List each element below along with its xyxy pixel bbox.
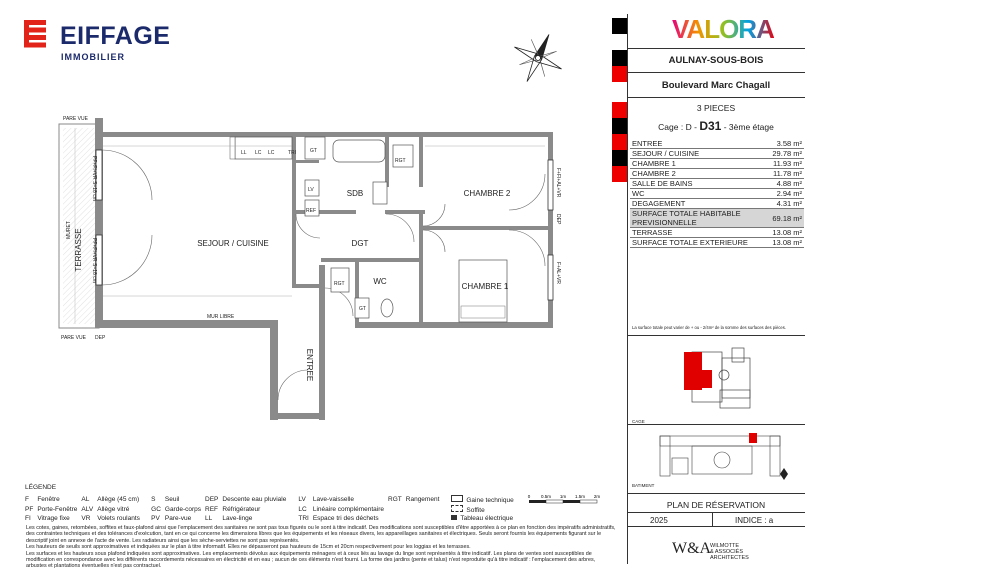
table-row: SEJOUR / CUISINE 29.78 m² [632, 149, 802, 158]
dgt-label: DGT [351, 239, 369, 248]
ref-label: REF [306, 208, 316, 214]
valora-name: VALORA [672, 14, 774, 44]
compass-rose-icon [508, 28, 568, 88]
scale-bar [525, 492, 605, 512]
table-row: WC 2.94 m² [632, 189, 802, 198]
dep-bottom-label: DEP [95, 335, 106, 341]
surface-table [630, 139, 804, 248]
architect-name: WILMOTTE & ASSOCIÉS ARCHITECTES [710, 543, 749, 561]
panel-tab-5 [612, 118, 627, 134]
total-habitable-row: SURFACE TOTALE HABITABLE PREVISIONNELLE 69.18 m² [632, 209, 802, 227]
panel-tab-6 [612, 134, 627, 150]
footer-title: PLAN DE RÉSERVATION [666, 500, 766, 510]
floor-plan [55, 110, 600, 430]
ll-label: LL [241, 150, 247, 156]
eiffage-logo-icon [24, 20, 54, 48]
panel-tab-3 [612, 66, 627, 82]
tri-label: TRI [288, 150, 297, 156]
project-street: Boulevard Marc Chagall [661, 80, 771, 91]
rgt1-label: RGT [395, 158, 406, 164]
legend-table [25, 495, 518, 523]
legend [25, 484, 518, 523]
electric-panel-icon [451, 515, 457, 520]
panel-tab-2 [612, 50, 627, 66]
legend-row: FI Vitrage fixe VR Volets roulants PV Pare-vue LL Lave-linge TRI Espace tri des déchets Tableau électrique [25, 515, 514, 522]
cage-value: D [685, 122, 692, 132]
gt2-label: GT [359, 306, 366, 312]
pf-top-label: PF+FI+VR S=18 cm [91, 156, 97, 201]
scale-tick: 2m [593, 494, 601, 499]
footer-index: INDICE : a [735, 516, 774, 525]
footer-year: 2025 [650, 516, 668, 525]
fal-bottom-label: F+AL+VR [555, 262, 561, 284]
table-row: CHAMBRE 2 11.78 m² [632, 169, 802, 178]
table-row: SURFACE TOTALE EXTERIEURE 13.08 m² [632, 238, 802, 247]
architect-mark: W&A [672, 540, 712, 557]
unit-cage-line: Cage : D - D31 - 3ème étage [658, 119, 774, 133]
soffite-icon [451, 505, 463, 512]
scale-tick: 1m [559, 494, 567, 499]
muret-label: MURET [66, 221, 72, 239]
valora-logo [672, 14, 774, 44]
keyplan-cage [632, 340, 802, 420]
pf-bottom-label: PF+FI+VR S=18 cm [91, 238, 97, 283]
fal-top-label: F+FI+AL+VR [555, 168, 561, 198]
mur-libre-label: MUR LIBRE [207, 314, 235, 320]
panel-tab-4 [612, 102, 627, 118]
legend-row: PF Porte-Fenêtre ALV Allège vitré GC Garde-corps REF Réfrigérateur LC Linéaire complémentaire Soffite [25, 506, 485, 514]
sejour-label: SEJOUR / CUISINE [197, 239, 269, 248]
lv-label: LV [308, 187, 314, 193]
lot-number: D31 [699, 119, 722, 133]
table-row: SALLE DE BAINS 4.88 m² [632, 179, 802, 188]
rgt2-label: RGT [334, 281, 345, 287]
lc2-label: LC [268, 150, 275, 156]
project-city: AULNAY-SOUS-BOIS [668, 55, 764, 66]
note-2: Les hauteurs de seuils sont approximatives et indiquées sur le plan à titre informatif. Elles ne dépasseront pas hauteurs de 15cm et 20cm respectivement pour les loggias et les terrasses. [26, 544, 471, 551]
table-row: CHAMBRE 1 11.93 m² [632, 159, 802, 168]
scale-tick: 0.5m [540, 494, 552, 499]
table-row: TERRASSE 13.08 m² [632, 228, 802, 237]
entree-label: ENTREE [305, 348, 314, 382]
gt1-label: GT [310, 148, 317, 154]
panel-tab-8 [612, 166, 627, 182]
keyplan-building [632, 428, 802, 483]
keyplan-cage-label: CAGE [632, 419, 645, 424]
table-row: DEGAGEMENT 4.31 m² [632, 199, 802, 208]
legal-notes [26, 525, 616, 570]
legend-row: F Fenêtre AL Allège (45 cm) S Seuil DEP Descente eau pluviale LV Lave-vaisselle RGT Rangement Gaine technique [25, 496, 514, 504]
chambre1-label: CHAMBRE 1 [461, 282, 509, 291]
floor-value: 3ème étage [728, 122, 774, 132]
panel-tab-1 [612, 18, 627, 34]
surface-note: La surface totale peut varier de + ou - 2/4m² de la somme des surfaces des pièces. [632, 325, 786, 330]
gaine-icon [451, 495, 463, 502]
chambre2-label: CHAMBRE 2 [463, 189, 511, 198]
eiffage-name: EIFFAGE [60, 22, 171, 50]
sdb-label: SDB [346, 189, 364, 198]
scale-tick: 1.5m [574, 494, 586, 499]
eiffage-subtitle: IMMOBILIER [61, 52, 125, 62]
dep-right-label: DEP [555, 214, 561, 225]
note-3: Les surfaces et les hauteurs sous plafond indiquées sont approximatives. Les emplacements dévolus aux équipements ménagers et à ceux liés au lavage du linge sont représentés à titre indicatif. Les plans de ventes sont susceptibles de modification en correspondance avec les différents raccordements nécessaires en électricité et en eau ; aucun de ces éléments n'est fourni. La forme des jardins (pente et talus) n'est reproduite qu'à titre indicatif : l'emplacement des arbres, arbustes et plantations éventuelles n'est pas contractuel. [26, 550, 596, 570]
unit-type: 3 PIECES [696, 103, 736, 113]
pare-vue-top-label: PARE VUE [63, 116, 88, 122]
terrace-label: TERRASSE [74, 228, 83, 272]
scale-tick: 0 [527, 494, 531, 499]
table-row: ENTREE 3.58 m² [632, 139, 802, 148]
panel-tab-7 [612, 150, 627, 166]
note-1: Les cotes, gaines, retombées, soffites et faux-plafond ainsi que l'emplacement des sanitaires ne sont pas tous figurés ou le sont à titre indicatif. Des modifications sont susceptibles d'être apportées à ce plan en fonction des impératifs administratifs, des contraintes techniques et des tolérances d'exécution, tant en ce qui concerne les dimensions libres que les équipements et les réseaux divers, les appareillages sanitaires et électriques. Seuls seront fournis les équipements figurant sur le descriptif joint en annexe de l'acte de vente. Les radiateurs ainsi que les sèche-serviettes ne sont pas représentés. [26, 525, 616, 544]
legend-title: LÉGENDE [25, 484, 57, 491]
pare-vue-bottom-label: PARE VUE [61, 335, 86, 341]
cage-label: Cage : [658, 122, 684, 132]
lc-label: LC [255, 150, 262, 156]
keyplan-building-label: BATIMENT [632, 483, 655, 488]
wc-label: WC [373, 277, 387, 286]
